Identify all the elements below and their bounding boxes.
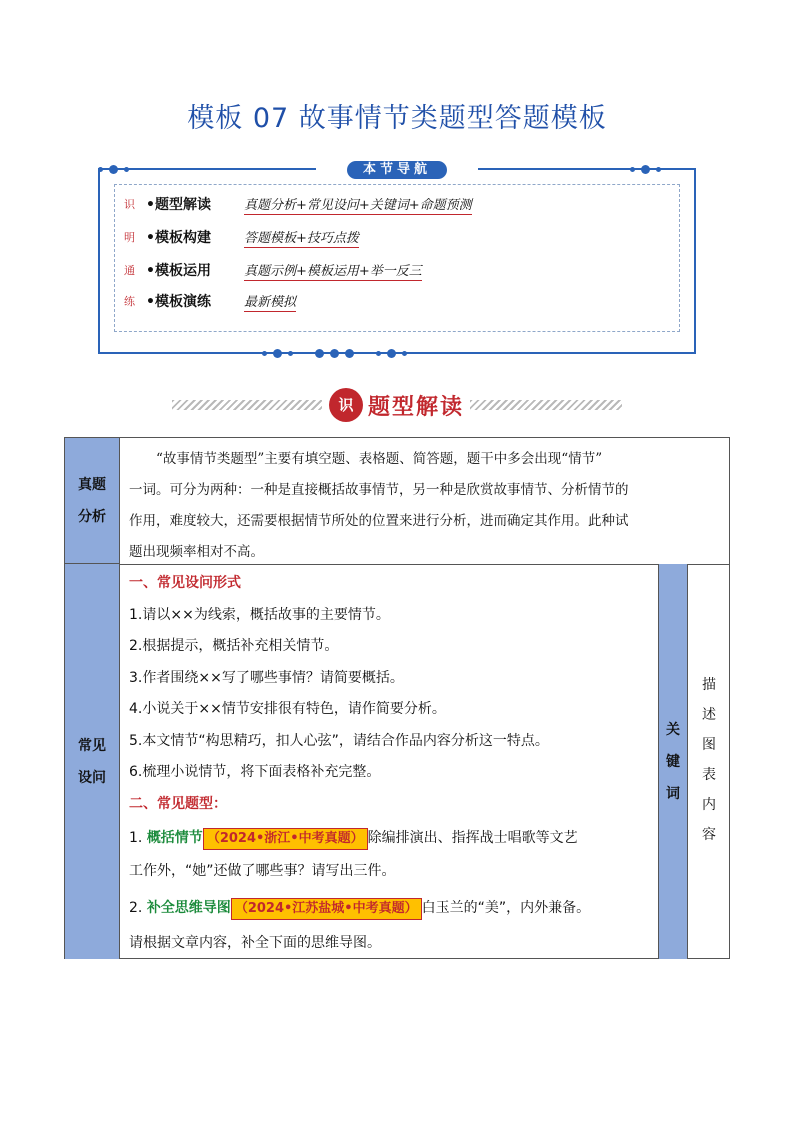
questions-heading-1: 一、常见设问形式 <box>129 575 241 591</box>
keyword-desc-char: 表 <box>702 767 716 783</box>
nav-item[interactable] <box>124 259 422 281</box>
section-badge: 识 <box>329 388 363 422</box>
type-number: 2. <box>129 899 143 916</box>
nav-item-value: 真题分析+常见设问+关键词+命题预测 <box>244 194 472 215</box>
type-text: 除编排演出、指挥战士唱歌等文艺 <box>367 830 578 846</box>
row-label-analysis <box>65 438 120 564</box>
page-title: 模板 07 故事情节类题型答题模板 <box>187 103 607 134</box>
keyword-desc-char: 内 <box>702 797 716 813</box>
nav-item-value: 答题模板+技巧点拨 <box>244 227 359 248</box>
nav-item-key: •模板运用 <box>146 263 211 279</box>
question-type-1-cont: 工作外，“她”还做了哪些事？请写出三件。 <box>129 863 396 879</box>
keyword-char: 关 <box>666 721 680 738</box>
type-name: 概括情节 <box>146 830 203 846</box>
type-name: 补全思维导图 <box>146 899 231 916</box>
row-label-text: 常见 <box>78 737 106 754</box>
nav-heading-wrap <box>316 158 478 180</box>
type-number: 1. <box>129 830 143 846</box>
analysis-text <box>129 444 725 568</box>
nav-item-value: 最新模拟 <box>244 291 296 312</box>
nav-item-tag: 识 <box>124 198 135 211</box>
analysis-table <box>64 437 730 959</box>
question-item: 5.本文情节“构思精巧，扣人心弦”，请结合作品内容分析这一特点。 <box>129 732 549 749</box>
question-item: 3.作者围绕××写了哪些事情？请简要概括。 <box>129 669 404 686</box>
keyword-desc-char: 图 <box>702 737 716 753</box>
keyword-description <box>688 564 730 959</box>
source-tag: （2024•浙江•中考真题） <box>203 828 368 850</box>
question-type-2 <box>129 888 659 928</box>
question-item: 6.梳理小说情节，将下面表格补充完整。 <box>129 764 381 780</box>
question-type-2-cont: 请根据文章内容，补全下面的思维导图。 <box>129 934 381 951</box>
nav-item-key: •模板演练 <box>146 294 211 310</box>
nav-item-key: •模板构建 <box>146 230 211 246</box>
question-item: 4.小说关于××情节安排很有特色，请作简要分析。 <box>129 701 446 717</box>
keyword-desc-char: 描 <box>702 677 716 693</box>
keyword-desc-char: 容 <box>702 827 716 843</box>
section-divider-left <box>172 400 322 410</box>
nav-item-value: 真题示例+模板运用+举一反三 <box>244 260 422 281</box>
analysis-line: 题出现频率相对不高。 <box>129 544 264 560</box>
keyword-char: 词 <box>666 785 680 802</box>
keyword-char: 键 <box>666 753 680 770</box>
row-divider <box>120 564 730 565</box>
row-label-questions <box>65 564 120 959</box>
section-divider-right <box>470 400 622 410</box>
nav-item-key: •题型解读 <box>146 197 211 213</box>
question-type-1 <box>129 820 659 856</box>
question-item: 2.根据提示，概括补充相关情节。 <box>129 638 339 654</box>
nav-item[interactable] <box>124 193 472 215</box>
row-label-text: 真题 <box>78 476 106 493</box>
analysis-line: 一词。可分为两种：一种是直接概括故事情节，另一种是欣赏故事情节、分析情节的 <box>129 482 629 498</box>
questions-body <box>129 568 659 959</box>
nav-item-tag: 明 <box>124 231 135 244</box>
analysis-line: “故事情节类题型”主要有填空题、表格题、简答题，题干中多会出现“情节” <box>156 451 603 467</box>
nav-item[interactable] <box>124 226 359 248</box>
nav-heading: 本节导航 <box>347 161 447 179</box>
source-tag: （2024•江苏盐城•中考真题） <box>231 898 422 920</box>
section-title: 题型解读 <box>368 395 465 420</box>
questions-heading-2: 二、常见题型： <box>129 795 227 812</box>
nav-dots-top-right <box>630 163 661 175</box>
keyword-label <box>658 564 688 959</box>
analysis-line: 作用，难度较大，还需要根据情节所处的位置来进行分析，进而确定其作用。此种试 <box>129 513 629 529</box>
nav-item[interactable] <box>124 290 296 312</box>
nav-dots-bottom <box>262 347 407 359</box>
nav-item-tag: 通 <box>124 264 135 277</box>
nav-dots-top-left <box>98 163 129 175</box>
type-text: 白玉兰的“美”，内外兼备。 <box>421 899 591 916</box>
question-item: 1.请以××为线索，概括故事的主要情节。 <box>129 606 390 623</box>
keyword-desc-char: 述 <box>702 707 716 723</box>
row-label-text: 分析 <box>78 508 106 525</box>
nav-item-tag: 练 <box>124 295 135 308</box>
row-label-text: 设问 <box>78 769 106 786</box>
